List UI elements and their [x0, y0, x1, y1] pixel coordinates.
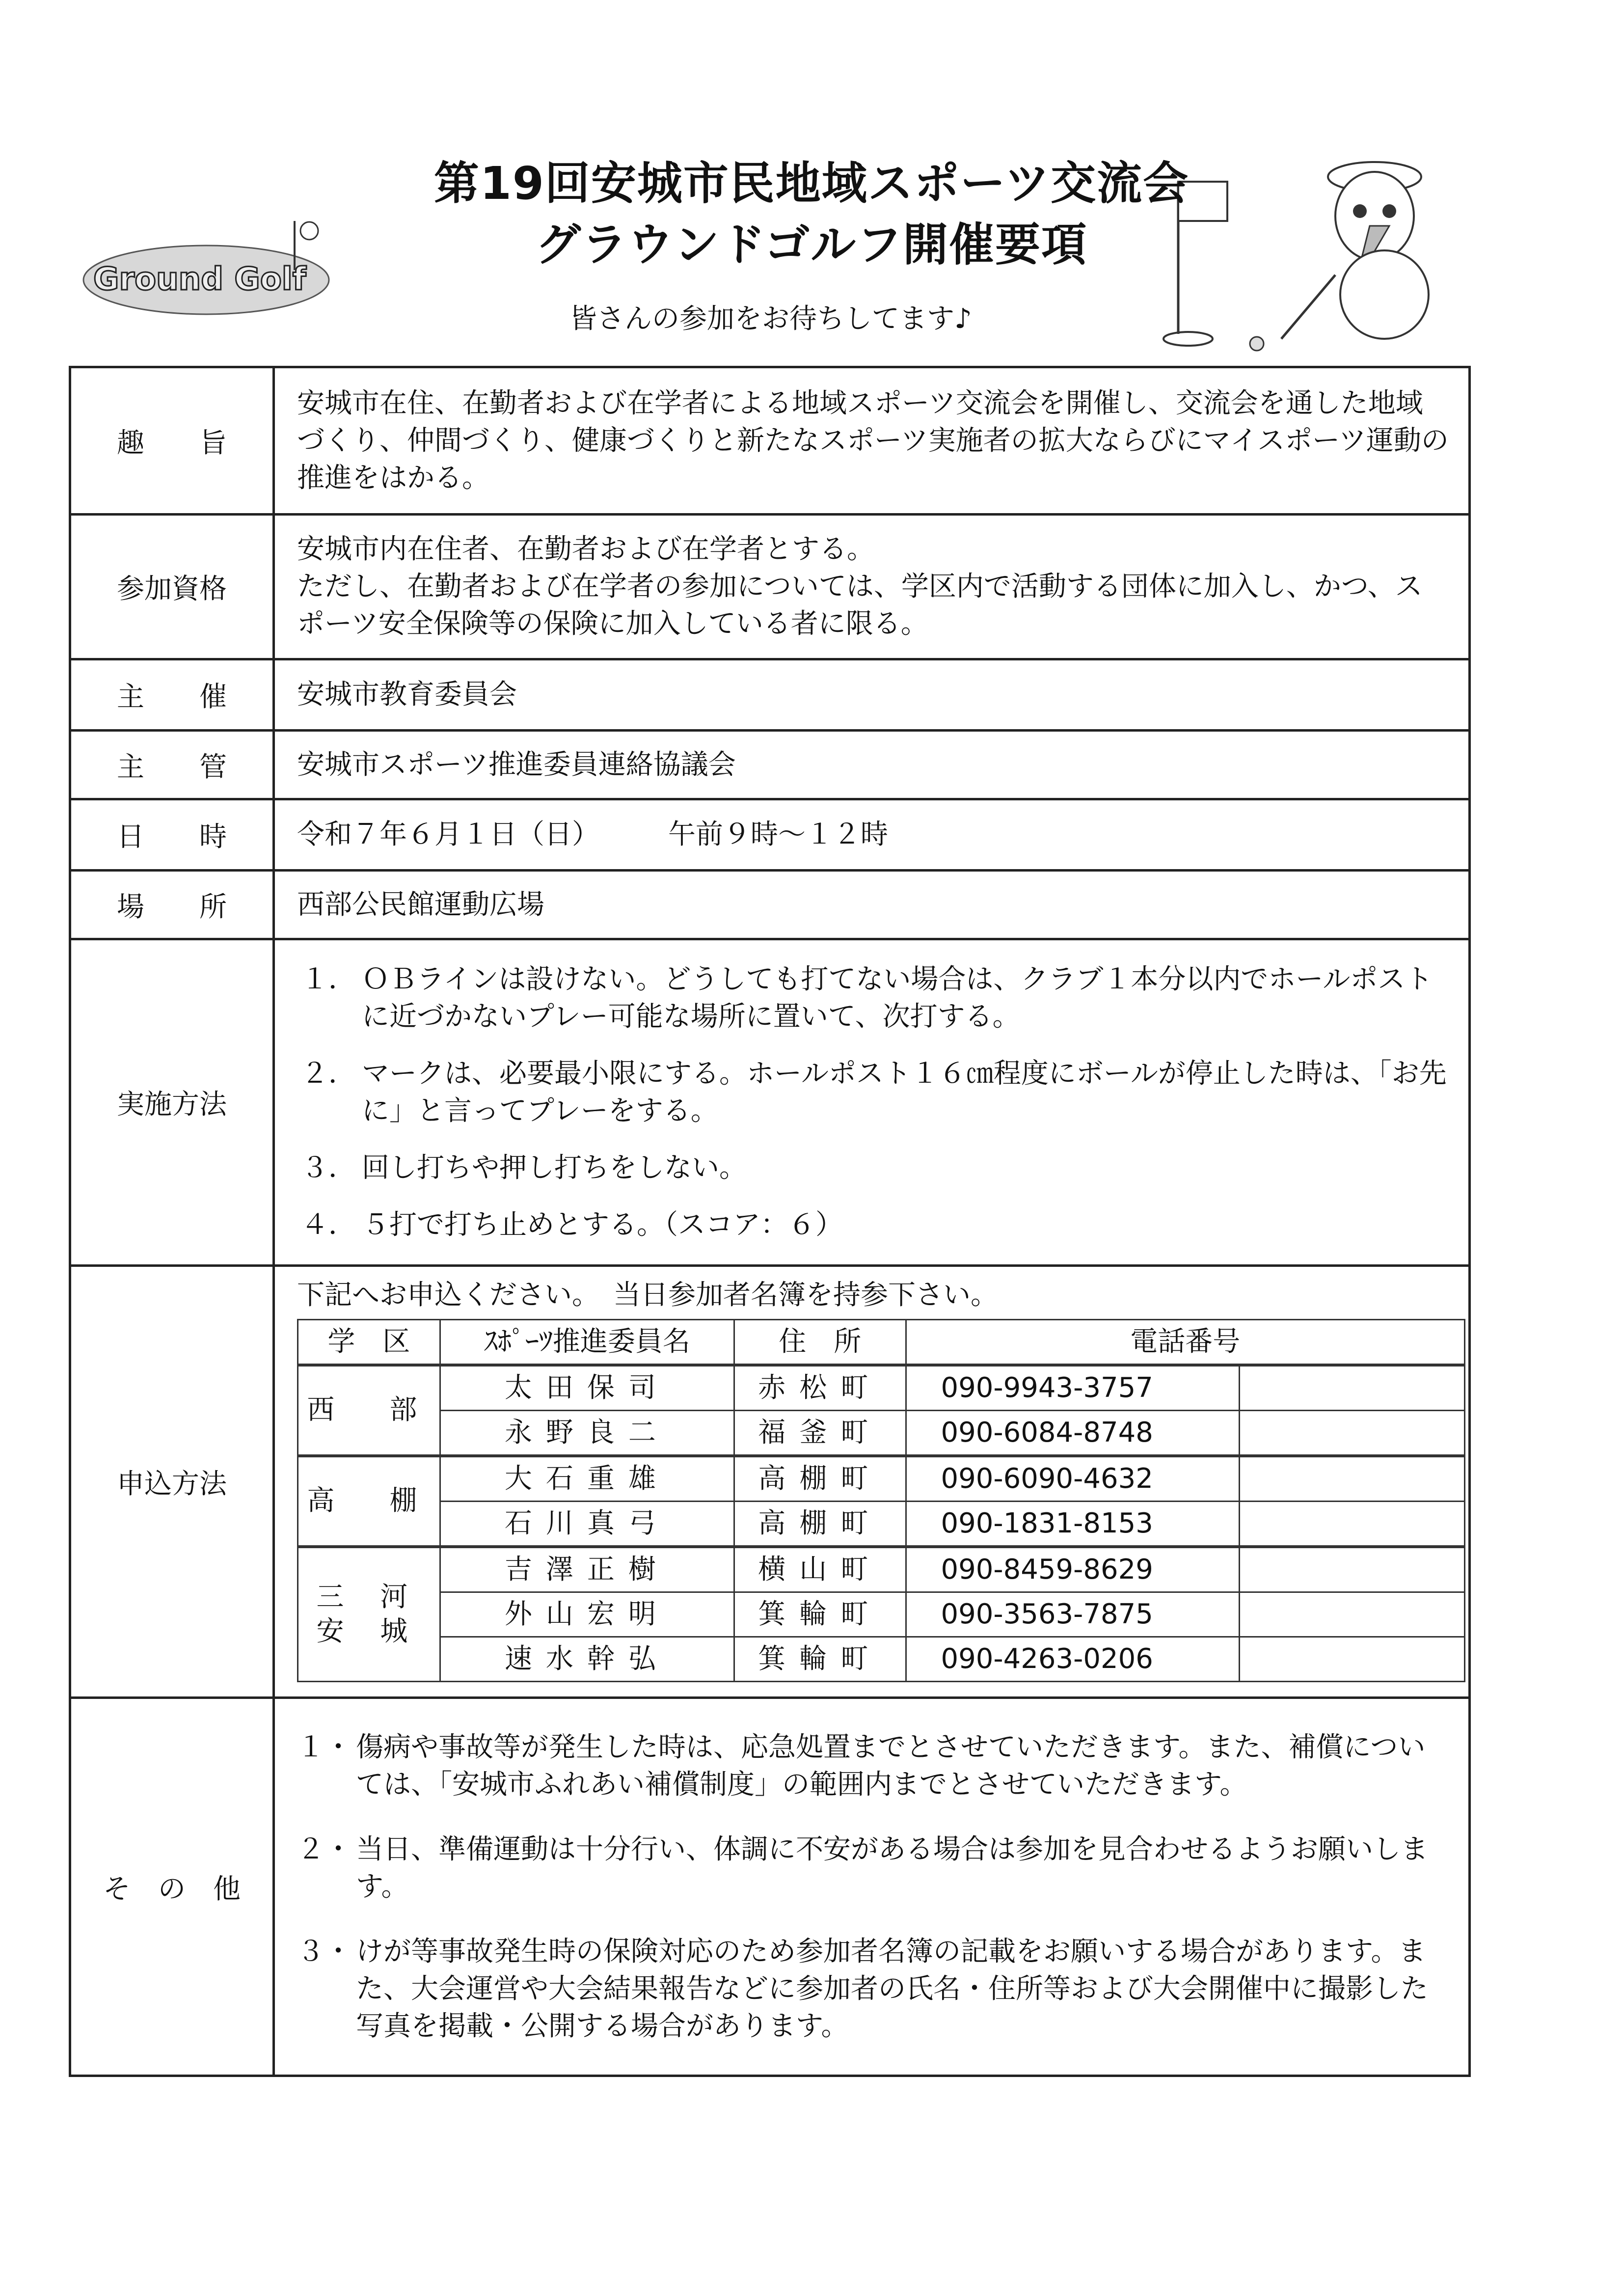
header-address: 住 所 [734, 1319, 906, 1365]
event-date: 令和７年６月１日（日） [297, 819, 599, 850]
header-phone: 電話番号 [906, 1319, 1464, 1365]
member-phone: 090-8459-8629 [906, 1547, 1239, 1592]
row-nichiji [70, 799, 1470, 871]
label-shukan: 主 管 [70, 731, 274, 799]
label-hoho: 実施方法 [70, 939, 274, 1266]
district-cell: 西 部 [298, 1365, 440, 1456]
blank-cell [1239, 1637, 1464, 1681]
rule-text: ＯＢラインは設けない。どうしても打てない場合は、クラブ１本分以内でホールポストに近づかないプレー可能な場所に置いて、次打する。 [362, 963, 1433, 1033]
member-address: 高棚町 [734, 1501, 906, 1547]
table-row [298, 1410, 1465, 1456]
row-shushi [70, 367, 1470, 515]
label-sonota: そ の 他 [70, 1698, 274, 2076]
table-row [298, 1365, 1465, 1411]
label-shikaku: 参加資格 [70, 515, 274, 659]
note-item [297, 1729, 1449, 1804]
content-shusai: 安城市教育委員会 [274, 659, 1470, 731]
member-name: 速水幹弘 [440, 1637, 734, 1681]
content-shukan: 安城市スポーツ推進委員連絡協議会 [274, 731, 1470, 799]
member-name: 太田保司 [440, 1365, 734, 1411]
member-address: 福釜町 [734, 1410, 906, 1456]
note-text: 当日、準備運動は十分行い、体調に不安がある場合は参加を見合わせるようお願いします。 [356, 1833, 1428, 1903]
row-shukan [70, 731, 1470, 799]
moushikomi-intro: 下記へお申込ください。 当日参加者名簿を持参下さい。 [297, 1279, 998, 1311]
rule-text: マークは、必要最小限にする。ホールポスト１６㎝程度にボールが停止した時は、「お先に」と言ってプレーをする。 [362, 1058, 1447, 1127]
table-row [298, 1456, 1465, 1502]
table-row [298, 1501, 1465, 1547]
row-shusai [70, 659, 1470, 731]
member-phone: 090-9943-3757 [906, 1365, 1239, 1411]
member-address: 箕輪町 [734, 1592, 906, 1637]
rule-number: ２． [301, 1058, 356, 1090]
blank-cell [1239, 1365, 1464, 1411]
member-name: 大石重雄 [440, 1456, 734, 1502]
district-cell: 三 河 安 城 [298, 1547, 440, 1682]
content-shikaku [274, 515, 1470, 659]
member-name: 吉澤正樹 [440, 1547, 734, 1592]
contact-table [297, 1319, 1465, 1682]
member-phone: 090-3563-7875 [906, 1592, 1239, 1637]
content-basho: 西部公民館運動広場 [274, 871, 1470, 939]
member-address: 箕輪町 [734, 1637, 906, 1681]
note-number: １・ [297, 1731, 352, 1763]
rule-item [297, 1055, 1449, 1130]
title-line-2: グラウンドゴルフ開催要項 [535, 219, 1088, 271]
row-basho [70, 871, 1470, 939]
row-shikaku [70, 515, 1470, 659]
label-nichiji: 日 時 [70, 799, 274, 871]
member-address: 横山町 [734, 1547, 906, 1592]
member-phone: 090-1831-8153 [906, 1501, 1239, 1547]
member-phone: 090-4263-0206 [906, 1637, 1239, 1681]
member-address: 高棚町 [734, 1456, 906, 1502]
outline-table [69, 366, 1471, 2077]
label-moushikomi: 申込方法 [70, 1266, 274, 1698]
logo-text: Ground Golf [93, 261, 306, 298]
event-time: 午前９時～１２時 [668, 819, 888, 850]
row-moushikomi [70, 1266, 1470, 1698]
label-shusai: 主 催 [70, 659, 274, 731]
note-number: ３・ [297, 1935, 352, 1968]
shikaku-line-1: 安城市内在住者、在勤者および在学者とする。 [297, 533, 874, 565]
label-basho: 場 所 [70, 871, 274, 939]
content-nichiji [274, 799, 1470, 871]
rule-item [297, 1149, 1449, 1187]
rule-item [297, 1206, 1449, 1244]
contact-header-row [298, 1319, 1465, 1365]
table-row [298, 1592, 1465, 1637]
rule-text: 回し打ちや押し打ちをしない。 [362, 1152, 747, 1184]
rule-number: ３． [301, 1152, 356, 1184]
tagline: 皆さんの参加をお待ちしてます♪ [569, 303, 972, 335]
member-name: 永野良二 [440, 1410, 734, 1456]
content-shushi: 安城市在住、在勤者および在学者による地域スポーツ交流会を開催し、交流会を通した地域づくり、仲間づくり、健康づくりと新たなスポーツ実施者の拡大ならびにマイスポーツ運動の推進をはかる。 [274, 367, 1470, 515]
member-name: 石川真弓 [440, 1501, 734, 1547]
content-hoho [274, 939, 1470, 1266]
content-sonota [274, 1698, 1470, 2076]
note-text: 傷病や事故等が発生した時は、応急処置までとさせていただきます。また、補償については、「安城市ふれあい補償制度」の範囲内までとさせていただきます。 [356, 1731, 1426, 1801]
member-name: 外山宏明 [440, 1592, 734, 1637]
note-item [297, 1933, 1449, 2045]
row-hoho [70, 939, 1470, 1266]
member-address: 赤松町 [734, 1365, 906, 1411]
note-number: ２・ [297, 1833, 352, 1865]
rule-item [297, 961, 1449, 1036]
header-district: 学 区 [298, 1319, 440, 1365]
table-row [298, 1637, 1465, 1681]
header-member: ｽﾎﾟｰﾂ推進委員名 [440, 1319, 734, 1365]
member-phone: 090-6084-8748 [906, 1410, 1239, 1456]
note-text: けが等事故発生時の保険対応のため参加者名簿の記載をお願いする場合があります。また、大会運営や大会結果報告などに参加者の氏名・住所等および大会開催中に撮影した写真を掲載・公開する場合があります。 [356, 1935, 1428, 2042]
note-item [297, 1831, 1449, 1906]
rule-number: ４． [301, 1209, 356, 1241]
blank-cell [1239, 1592, 1464, 1637]
row-sonota [70, 1698, 1470, 2076]
blank-cell [1239, 1501, 1464, 1547]
blank-cell [1239, 1456, 1464, 1502]
blank-cell [1239, 1547, 1464, 1592]
rule-text: ５打で打ち止めとする。（スコア：６） [362, 1209, 843, 1241]
member-phone: 090-6090-4632 [906, 1456, 1239, 1502]
label-shushi: 趣 旨 [70, 367, 274, 515]
content-moushikomi [274, 1266, 1470, 1698]
blank-cell [1239, 1410, 1464, 1456]
table-row [298, 1547, 1465, 1592]
title-line-1: 第19回安城市民地域スポーツ交流会 [433, 157, 1190, 210]
district-cell: 高 棚 [298, 1456, 440, 1547]
shikaku-line-2: ただし、在勤者および在学者の参加については、学区内で活動する団体に加入し、かつ、スポーツ安全保険等の保険に加入している者に限る。 [297, 571, 1423, 640]
rule-number: １． [301, 963, 356, 995]
